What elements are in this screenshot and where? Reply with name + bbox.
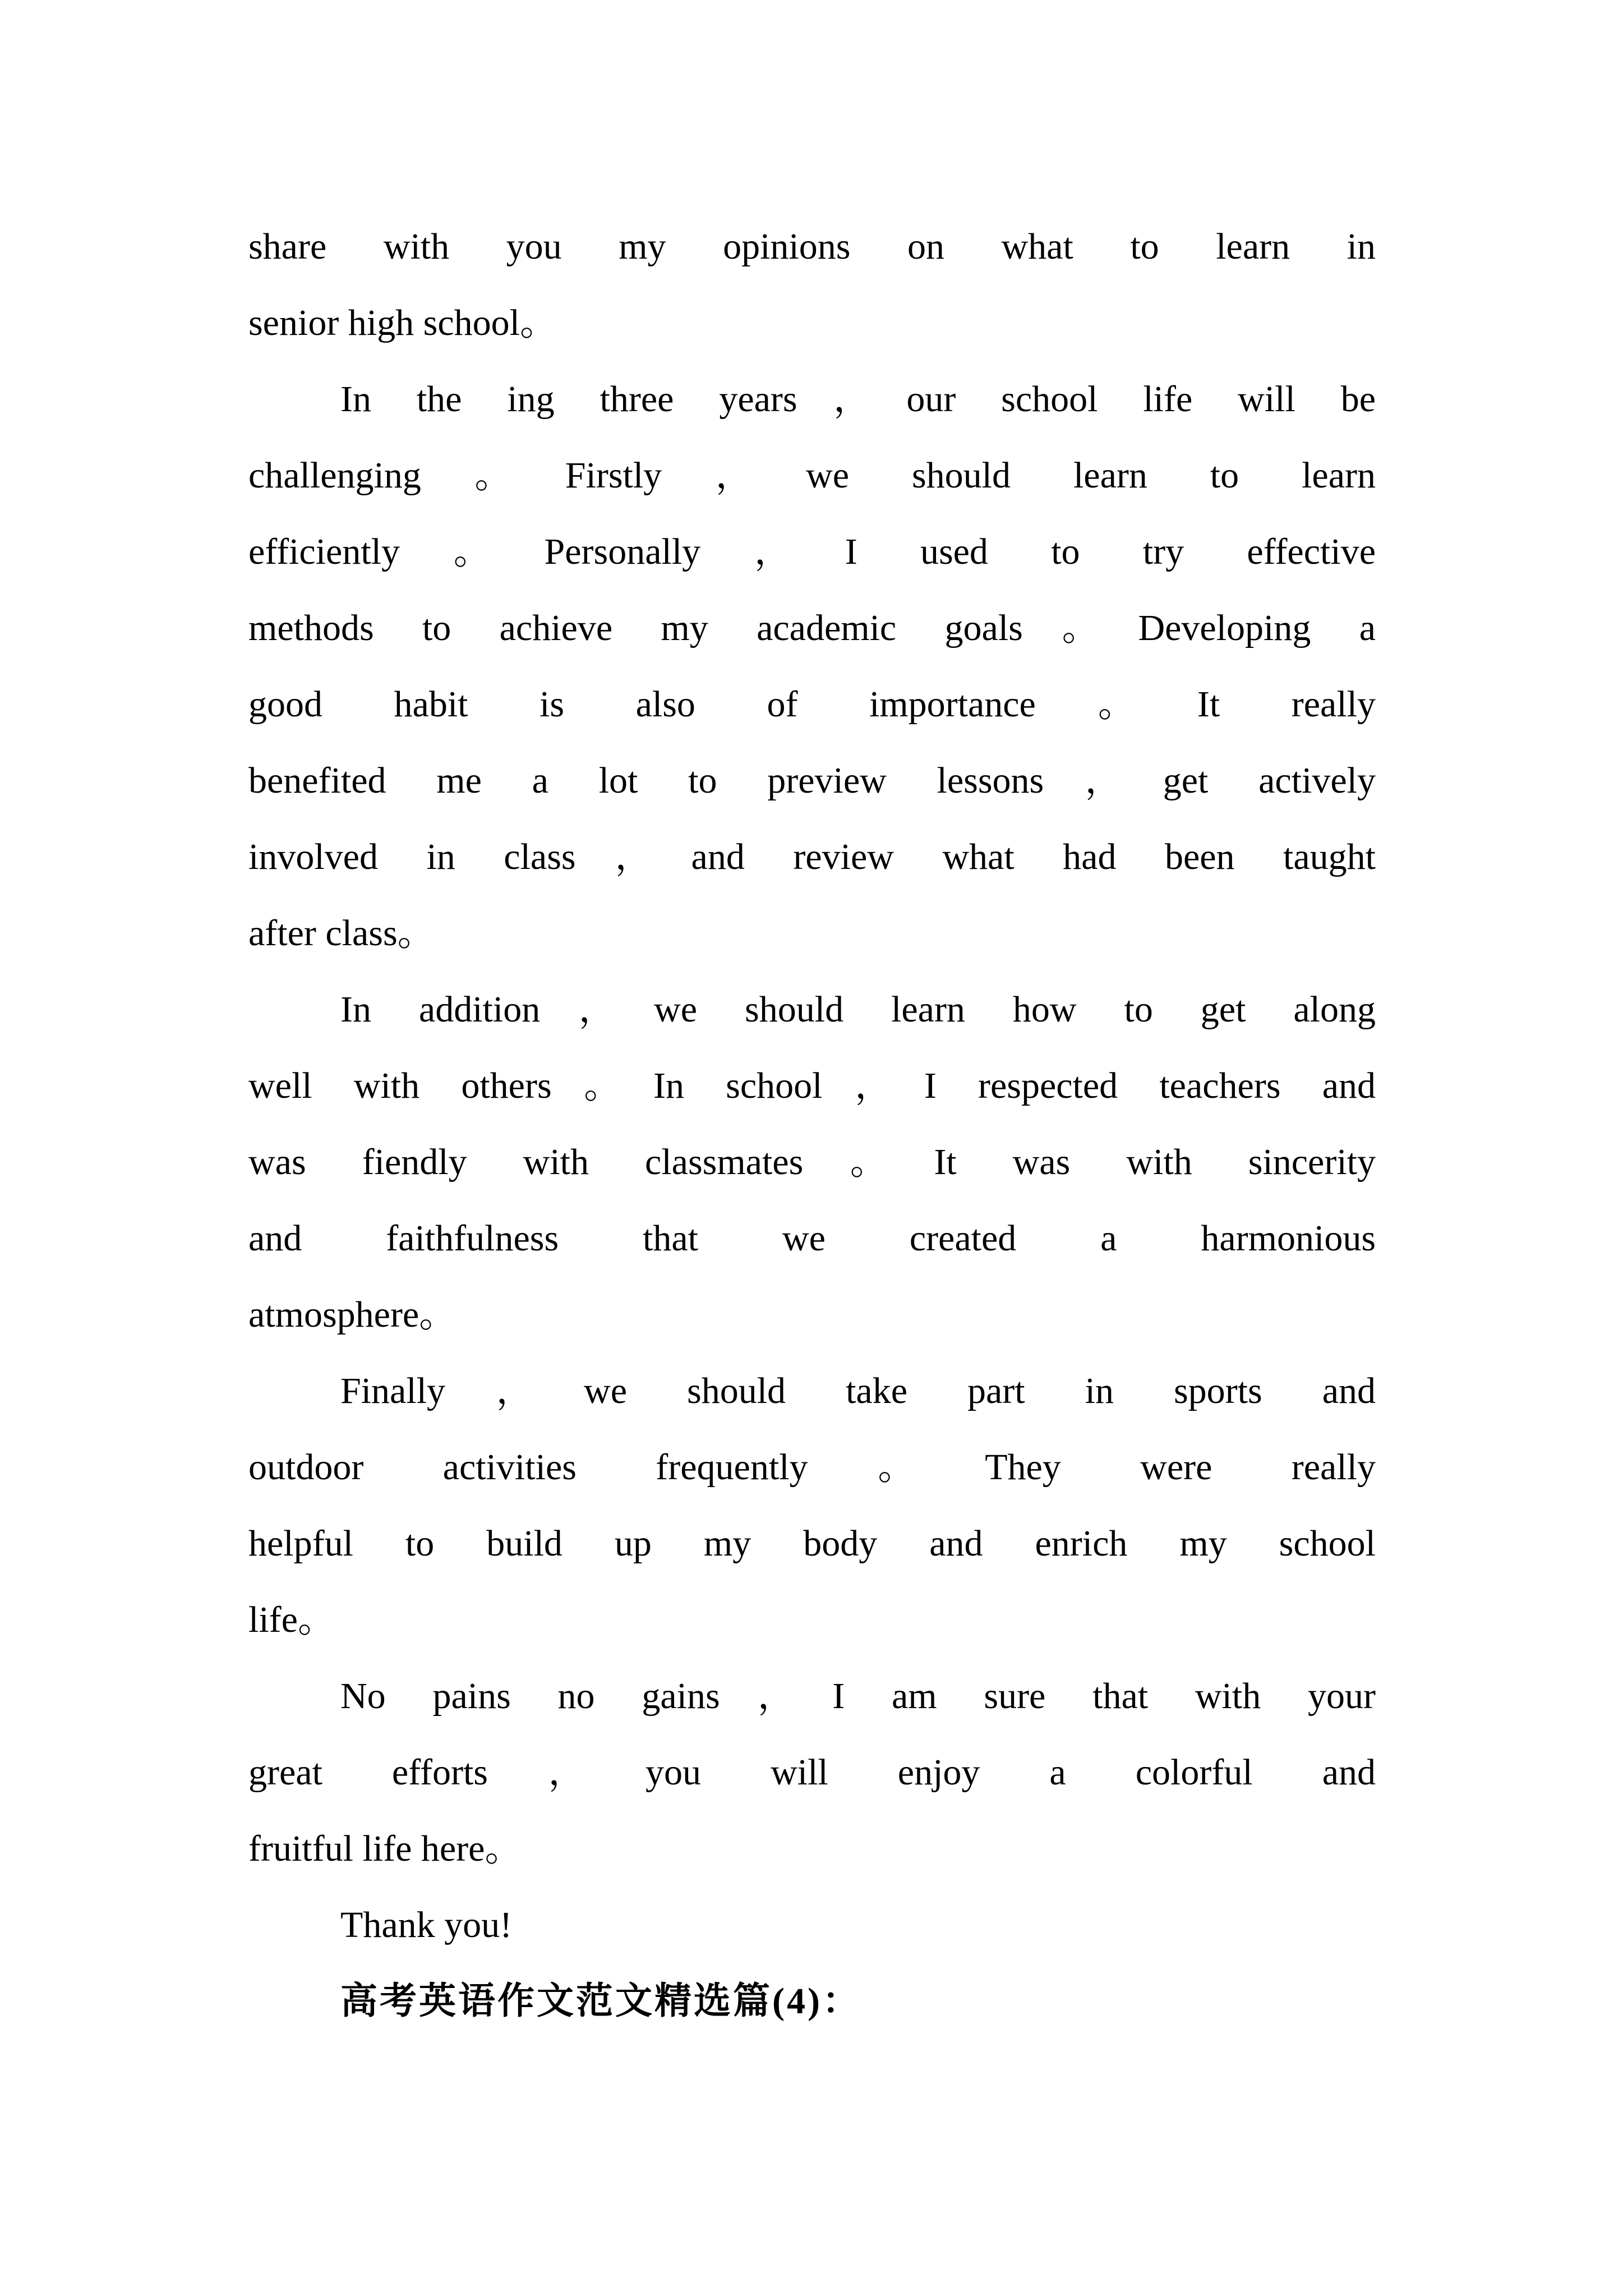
text-line: outdoor activities frequently。They were really — [248, 1447, 1376, 1488]
text-line: helpful to build up my body and enrich my school — [248, 1523, 1376, 1564]
text-line: In addition，we should learn how to get along — [340, 989, 1376, 1030]
text-line: In the ing three years，our school life will be — [340, 379, 1376, 420]
text-line: life。 — [248, 1599, 335, 1640]
text-line: well with others。In school，I respected teachers and — [248, 1065, 1376, 1106]
text-line: efficiently。Personally，I used to try effective — [248, 531, 1376, 572]
text-line: after class。 — [248, 913, 435, 954]
text-line: fruitful life here。 — [248, 1828, 522, 1869]
text-line: was fiendly with classmates。It was with sincerity — [248, 1142, 1376, 1182]
text-line: Finally，we should take part in sports and — [340, 1370, 1376, 1411]
text-line: involved in class，and review what had been taught — [248, 836, 1376, 877]
text-line: great efforts，you will enjoy a colorful and — [248, 1752, 1376, 1793]
thank-you-line: Thank you! — [340, 1904, 513, 1945]
text-line: and faithfulness that we created a harmonious — [248, 1218, 1376, 1259]
text-line: good habit is also of importance。It really — [248, 684, 1376, 725]
text-line: challenging。Firstly，we should learn to learn — [248, 455, 1376, 496]
chinese-heading-line: 高考英语作文范文精选篇(4)： — [340, 1981, 861, 2022]
text-line: senior high school。 — [248, 302, 557, 343]
essay-text-block — [248, 209, 1376, 2040]
text-line: methods to achieve my academic goals。Developing a — [248, 608, 1376, 648]
text-line: share with you my opinions on what to learn in — [248, 226, 1376, 267]
text-line: No pains no gains，I am sure that with your — [340, 1676, 1376, 1717]
text-line: atmosphere。 — [248, 1294, 457, 1335]
text-line: benefited me a lot to preview lessons，get actively — [248, 760, 1376, 801]
